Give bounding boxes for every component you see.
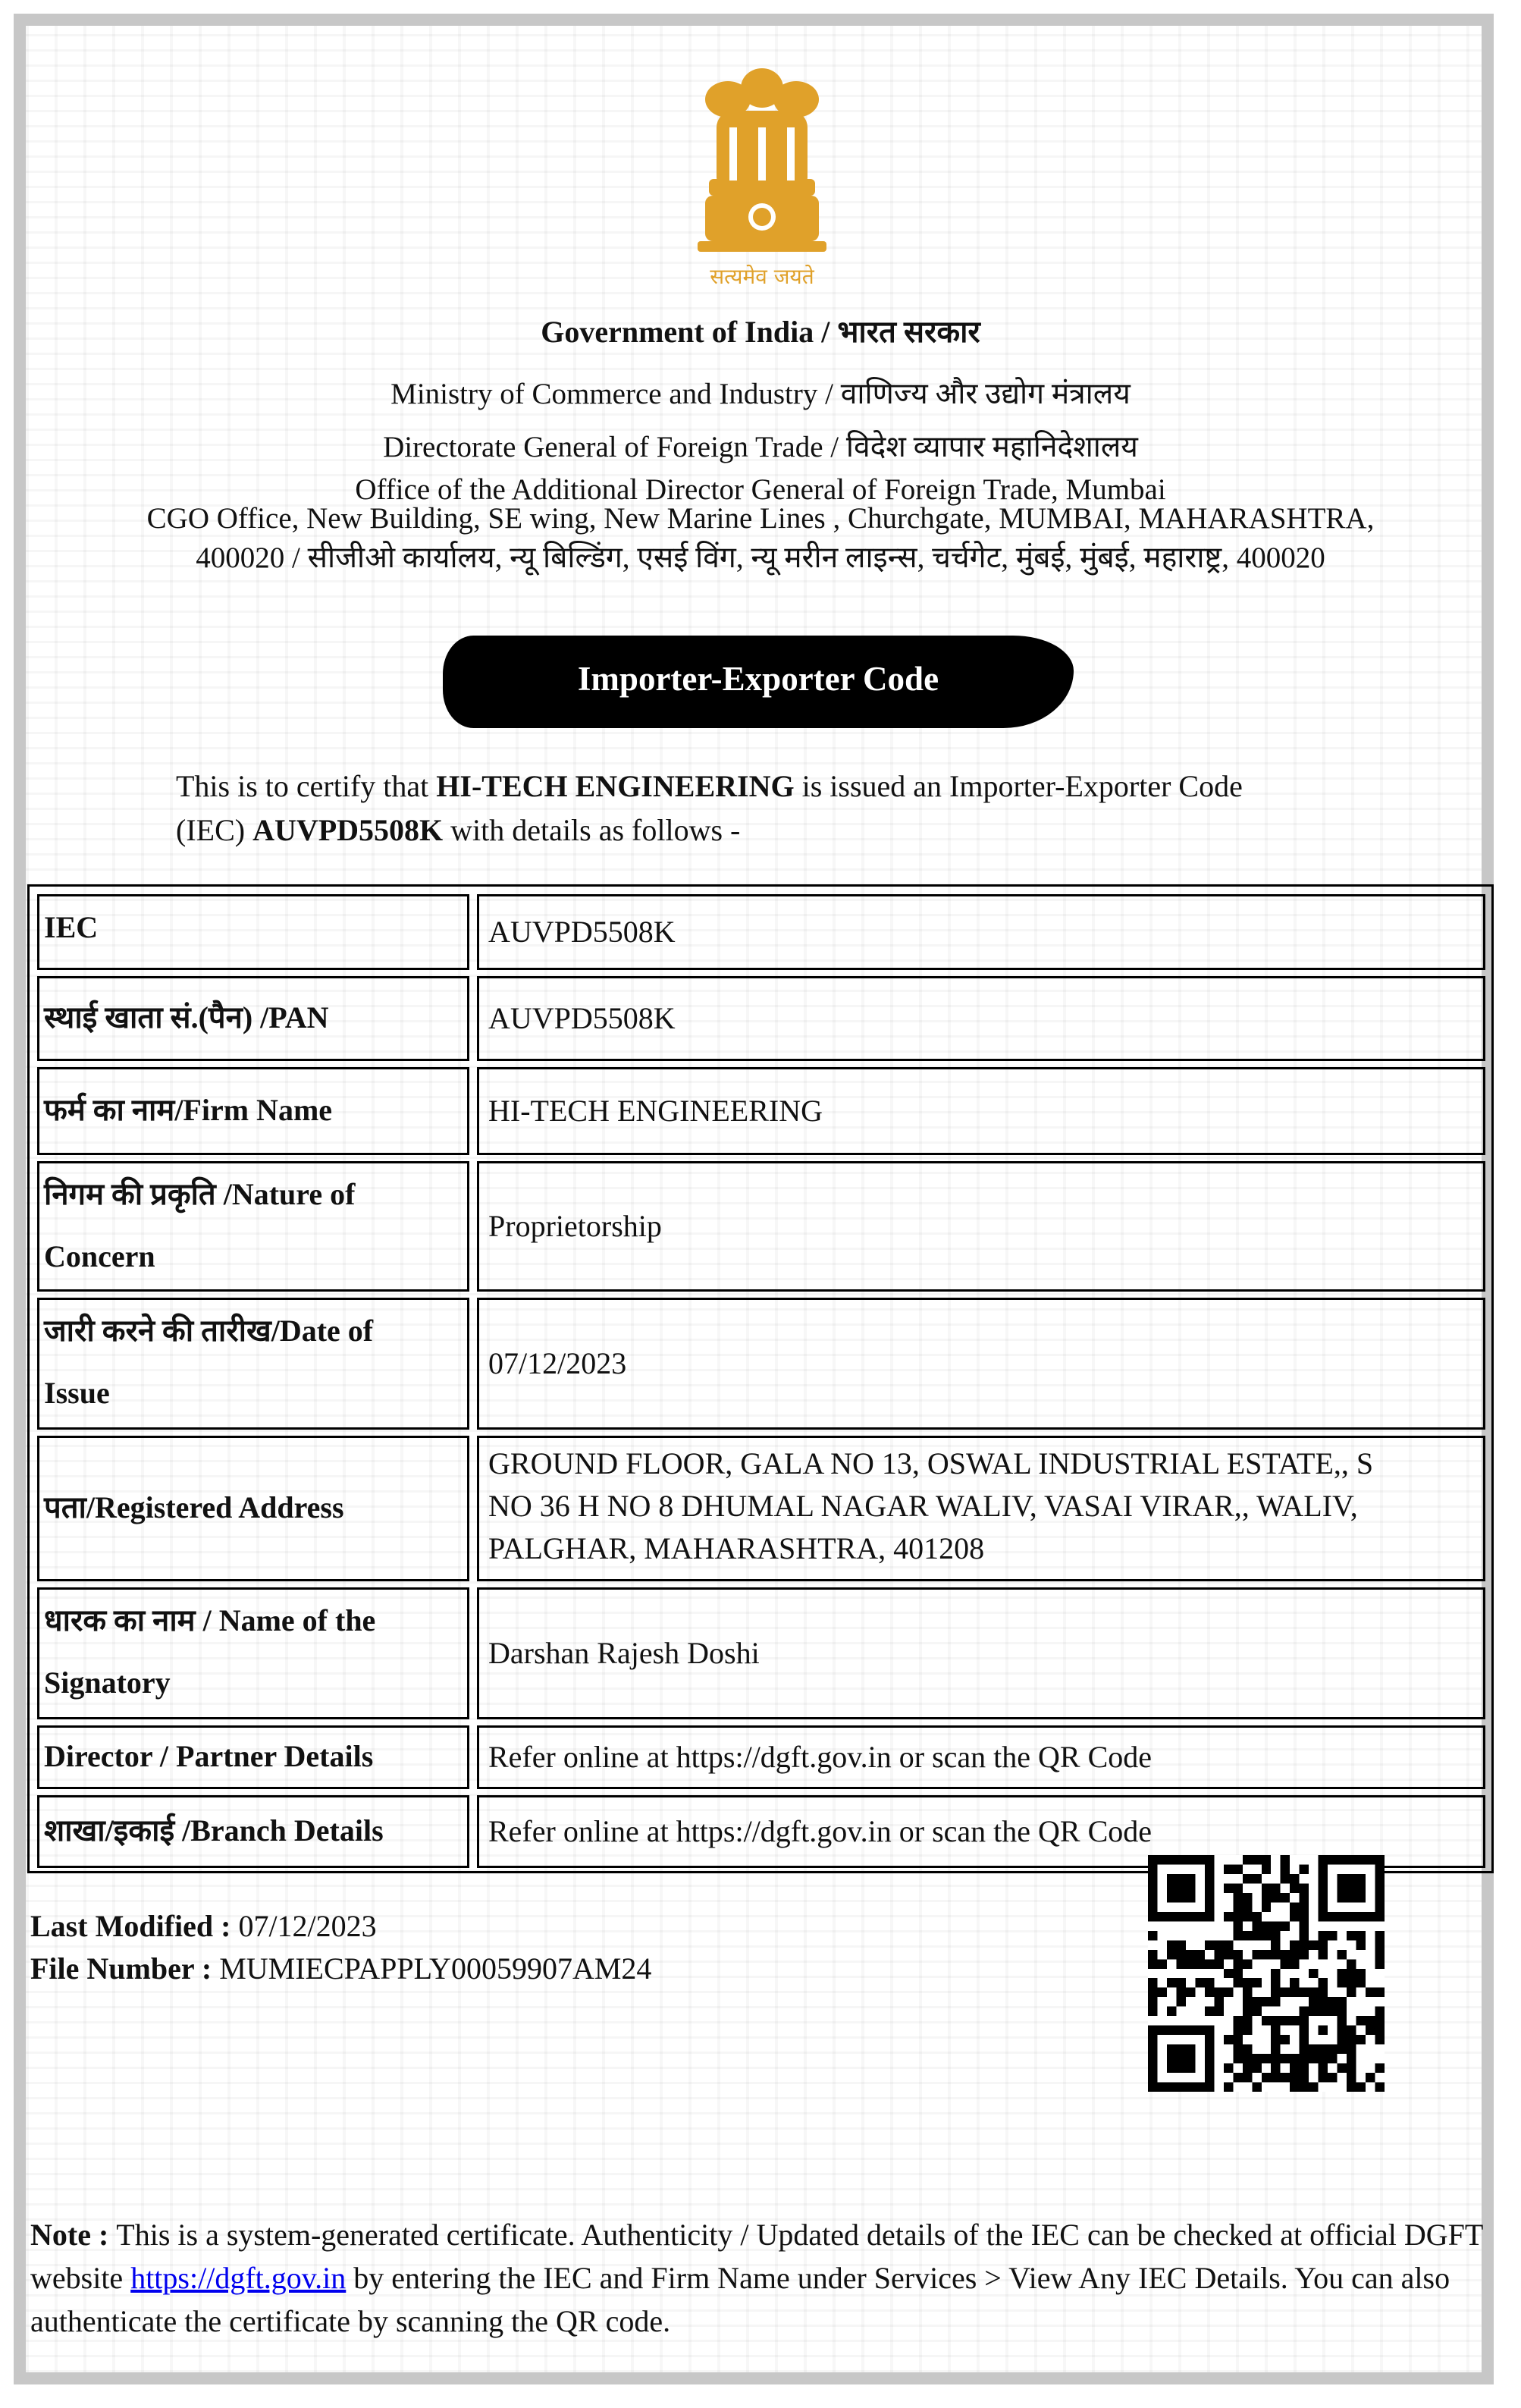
- footer-info: [30, 1905, 651, 1990]
- label-iec: IEC: [37, 894, 469, 970]
- government-title: Government of India / भारत सरकार: [541, 315, 980, 349]
- certificate-title: Importer-Exporter Code: [577, 660, 939, 698]
- value-date-of-issue: 07/12/2023: [477, 1298, 1485, 1430]
- value-nature-of-concern: Proprietorship: [477, 1161, 1485, 1292]
- value-pan: AUVPD5508K: [477, 976, 1485, 1061]
- label-firm-name: फर्म का नाम/Firm Name: [37, 1067, 469, 1155]
- note-text: Note : This is a system-generated certificate. Authenticity / Updated details of the IEC can be checked at official DGFT website https://dgft.gov.in by entering the IEC and Firm Name under Services > View Any IEC Details. You can also authenticate the certificate by scanning the QR code.: [30, 2218, 1483, 2338]
- label-branch-details: शाखा/इकाई /Branch Details: [37, 1795, 469, 1868]
- label-registered-address: पता/Registered Address: [37, 1436, 469, 1581]
- emblem-motto: सत्यमेव जयते: [710, 264, 814, 289]
- firm-name-bold: HI-TECH ENGINEERING: [436, 769, 795, 803]
- national-emblem-icon: [675, 65, 849, 293]
- details-table: [27, 884, 1494, 1873]
- office-address-line1: CGO Office, New Building, SE wing, New Marine Lines , Churchgate, MUMBAI, MAHARASHTRA,: [146, 502, 1375, 535]
- office-address-line2: 400020 / सीजीओ कार्यालय, न्यू बिल्डिंग, एसई विंग, न्यू मरीन लाइन्स, चर्चगेट, मुंबई, मुंबई, महाराष्ट्र, 400020: [196, 542, 1325, 574]
- file-number: File Number : MUMIECPAPPLY00059907AM24: [30, 1951, 652, 1986]
- qr-code[interactable]: [1148, 1855, 1385, 2092]
- value-registered-address: GROUND FLOOR, GALA NO 13, OSWAL INDUSTRIAL ESTATE,, S NO 36 H NO 8 DHUMAL NAGAR WALIV, VASAI VIRAR,, WALIV, PALGHAR, MAHARASHTRA, 401208: [477, 1436, 1485, 1581]
- value-director-details: Refer online at https://dgft.gov.in or scan the QR Code: [477, 1725, 1485, 1789]
- ministry-title: Ministry of Commerce and Industry / वाणिज्य और उद्योग मंत्रालय: [390, 378, 1131, 410]
- label-date-of-issue: जारी करने की तारीख/Date of Issue: [37, 1298, 469, 1430]
- label-signatory: धारक का नाम / Name of the Signatory: [37, 1587, 469, 1719]
- value-firm-name: HI-TECH ENGINEERING: [477, 1067, 1485, 1155]
- certification-statement: This is to certify that HI-TECH ENGINEERING is issued an Importer-Exporter Code (IEC) AUVPD5508K with details as follows -: [176, 769, 1243, 847]
- dgft-website-link[interactable]: https://dgft.gov.in: [130, 2261, 347, 2295]
- office-title: Office of the Additional Director General of Foreign Trade, Mumbai: [355, 473, 1166, 506]
- directorate-title: Directorate General of Foreign Trade / विदेश व्यापार महानिदेशालय: [383, 431, 1138, 463]
- label-nature-of-concern: निगम की प्रकृति /Nature of Concern: [37, 1161, 469, 1292]
- iec-bold: AUVPD5508K: [252, 813, 444, 847]
- value-signatory: Darshan Rajesh Doshi: [477, 1587, 1485, 1719]
- label-pan: स्थाई खाता सं.(पैन) /PAN: [37, 976, 469, 1061]
- value-iec: AUVPD5508K: [477, 894, 1485, 970]
- label-director-details: Director / Partner Details: [37, 1725, 469, 1789]
- last-modified: Last Modified : 07/12/2023: [30, 1909, 377, 1943]
- value-branch-details: Refer online at https://dgft.gov.in or scan the QR Code: [477, 1795, 1485, 1868]
